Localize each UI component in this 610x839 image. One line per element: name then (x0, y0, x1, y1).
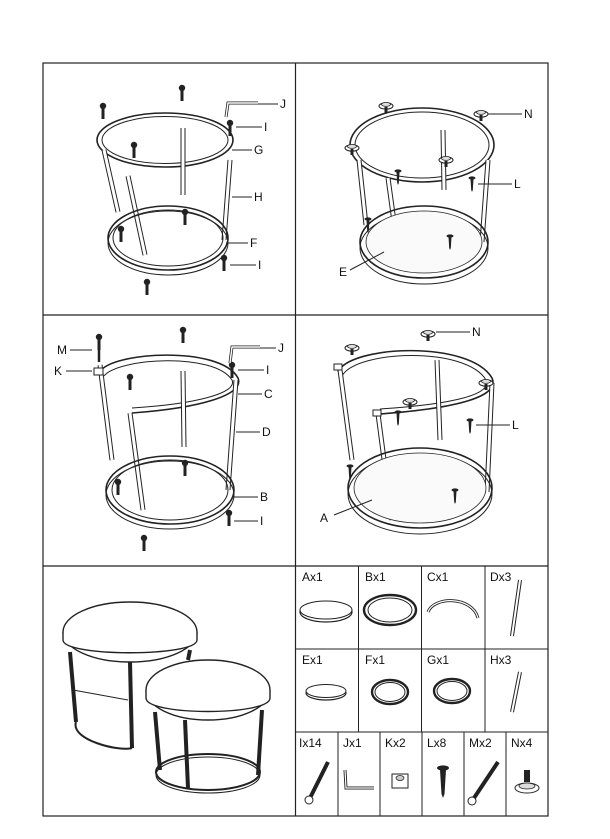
part-d-label: Dx3 (490, 570, 512, 584)
step-1-panel (97, 85, 286, 295)
half-ring-icon (428, 601, 478, 618)
finished-nesting-tables-illustration (63, 602, 270, 793)
step-3-label-m: M (57, 343, 67, 357)
step-3-label-j: J (278, 341, 284, 355)
part-g-label: Gx1 (427, 653, 450, 667)
step-3-panel (54, 327, 284, 551)
step-3-label-d: D (262, 425, 271, 439)
step-2-label-n: N (524, 107, 533, 121)
part-b-label: Bx1 (365, 570, 386, 584)
ring-base-small-icon (372, 680, 408, 704)
leg-short-icon (512, 672, 520, 712)
part-c-label: Cx1 (427, 570, 449, 584)
step-4-panel (320, 325, 519, 534)
part-j-label: Jx1 (343, 736, 362, 750)
allen-key-icon (345, 770, 374, 788)
step-1-label-g: G (254, 143, 264, 157)
step-2-label-e: E (339, 265, 348, 279)
bolt-icon (305, 762, 328, 804)
part-f-label: Fx1 (365, 653, 386, 667)
part-l-label: Lx8 (427, 736, 447, 750)
step-1-label-i-lower: I (258, 258, 262, 272)
step-3-label-i-lower: I (260, 514, 264, 528)
step-1-label-i: I (264, 120, 268, 134)
part-a-label: Ax1 (302, 570, 323, 584)
foot-glide-icon (515, 770, 539, 793)
ring-base-large-icon (364, 595, 416, 625)
step-4-label-l: L (512, 418, 519, 432)
screw-icon (437, 765, 449, 798)
ring-top-small-icon (434, 679, 470, 703)
part-e-label: Ex1 (302, 653, 323, 667)
step-3-label-k: K (54, 364, 63, 378)
nut-icon (392, 774, 408, 788)
part-k-label: Kx2 (385, 736, 406, 750)
step-3-label-c: C (264, 387, 273, 401)
step-3-label-b: B (260, 490, 269, 504)
part-m-label: Mx2 (469, 736, 492, 750)
step-1-label-f: F (250, 236, 258, 250)
tabletop-large-icon (300, 601, 352, 622)
step-1-label-h: H (254, 190, 263, 204)
step-2-label-l: L (514, 177, 521, 191)
step-3-label-i: I (266, 363, 270, 377)
step-1-label-j: J (280, 97, 286, 111)
part-i-label: Ix14 (299, 736, 322, 750)
step-4-label-n: N (472, 325, 481, 339)
part-n-label: Nx4 (511, 736, 533, 750)
leg-long-icon (512, 580, 520, 636)
step-2-panel (339, 102, 533, 284)
part-h-label: Hx3 (490, 653, 512, 667)
step-4-label-a: A (320, 511, 329, 525)
parts-list-table (296, 566, 549, 816)
long-bolt-icon (468, 762, 498, 805)
tabletop-small-icon (306, 685, 346, 701)
